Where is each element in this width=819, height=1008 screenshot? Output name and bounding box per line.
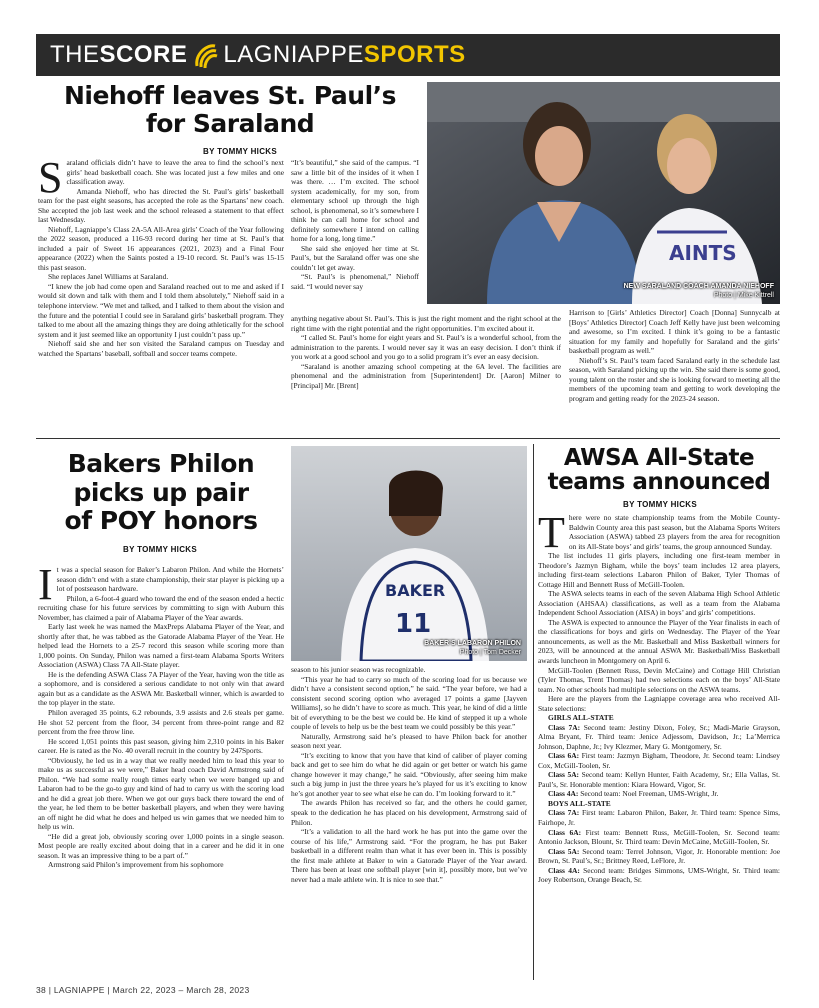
article3-headline <box>538 446 780 494</box>
paragraph: Niehoff’s St. Paul’s team faced Saraland early in the schedule last season, with Saraland picking up the win. She said there is some good, young talent on the roster and she is looking forward to meeting all the members of the upcoming team and getting to work developing the program and getting ready for the 2023-24 season. <box>569 355 780 403</box>
paragraph: He scored 1,051 points this past season, giving him 2,310 points in his Baker career. He is rated as the No. 40 overall recruit in the country by 247Sports. <box>38 736 284 756</box>
paragraph: “This year he had to carry so much of the scoring load for us because we didn’t have a consistent second option,” he said. “The year before, we had a consistent second scoring option who averaged 17 points a game [Jayven Williams], so he didn’t have to score as much. This year, he kind of did a little bit of everything to be the best we could be. He kind of stepped it up a whole couple of levels to help us be the best team we could possibly be this year.” <box>291 674 527 732</box>
paragraph: Philon averaged 35 points, 6.2 rebounds, 3.9 assists and 2.6 steals per game. He shot 52 percent from the floor, 34 percent from three-point range and 82 percent from the free throw line. <box>38 707 284 737</box>
paragraph: Niehoff, Lagniappe’s Class 2A-5A All-Area girls’ Coach of the Year following the 2022 season, produced a 116-93 record during her time at St. Paul’s that included a pair of Sweet 16 appearances (2021, 2023) and a Final Four appearance (2022) when the Saints posted a 19-10 record. St. Paul’s was 15-15 this past season. <box>38 224 284 272</box>
paragraph: t was a special season for Baker’s Labaron Philon. And while the Hornets’ season didn’t end with a state championship, their star player is picking up a lot of postseason hardware. <box>56 565 284 594</box>
paragraph <box>538 866 780 885</box>
paragraph-text: Second team: Bridges Simmons, UMS-Wright, Sr. Third team: Joey Robertson, Orange Beach, Sr. <box>538 865 780 885</box>
paragraph: araland officials didn’t have to leave the area to find the school’s next girls’ head basketball coach. She was located just a few miles and one classification away. <box>66 158 284 187</box>
paragraph: Philon, a 6-foot-4 guard who toward the end of the season ended a hectic recruiting chase for his future services by committing to sign with Auburn this November, has claimed a pair of Alabama Player of the Year awards. <box>38 593 284 622</box>
banner-lagniappe: LAGNIAPPE <box>223 41 364 68</box>
article1-column-1 <box>38 158 284 430</box>
paragraph-text: First team: Bennett Russ, McGill-Toolen, Sr. Second team: Antonio Jackson, Blount, Sr. Third team: Devin McCaine, McGill-Toolen, Sr. <box>538 827 780 847</box>
paragraph-text: Here are the players from the Lagniappe coverage area who received All-State selections: <box>538 694 780 713</box>
lagniappe-logo-icon <box>193 40 219 70</box>
paragraph <box>538 723 780 752</box>
paragraph: She replaces Janel Williams at Saraland. <box>48 272 169 282</box>
article1-column-2-bottom <box>291 314 561 432</box>
class-label: Class 7A: <box>548 808 580 818</box>
article1-col3-body <box>569 308 780 403</box>
paragraph: Early last week he was named the MaxPreps Alabama Player of the Year, and shortly after that, he was tabbed as the Gatorade Alabama Player of the Year. He helped lead the Hornets to a 25-7 record this season while scoring more than 1,000 points. On Sunday, Philon was named a first-team Alabama Sports Writers Association (ASWA) Class 7A All-State player. <box>38 622 284 670</box>
philon-photo-credit: Photo | Tom Decker <box>459 648 521 656</box>
paragraph: “It’s beautiful,” she said of the campus. “I saw a little bit of the insides of it when I was there. … I’m excited. The school system academically, for my son, from elementary school up through the high school, is phenomenal, so it’s somewhere I think he can call home for school and definitely somewhere I intend on calling home for a long, long time.” <box>291 158 419 244</box>
section-subhead: GIRLS ALL-STATE <box>548 713 614 723</box>
article2-headline-line1: Bakers Philon <box>67 449 255 478</box>
article1-col1-body <box>38 158 284 358</box>
article1-headline <box>40 82 420 137</box>
philon-photo-caption <box>424 640 521 657</box>
article2-dropcap: I <box>38 565 53 609</box>
paragraph <box>538 666 780 695</box>
class-label: Class 6A: <box>548 751 580 761</box>
paragraph: “It’s a validation to all the hard work he has put into the game over the course of his life,” Armstrong said. “For the program, he has put Baker basketball in a different realm than what it has ever been in. This is possibly the first male athlete at Baker to win a Gatorade Player of the Year award. There has been at least one softball player [win it], possibly more, but we’ve never had a male athlete win. It is nice to see that.” <box>291 827 527 884</box>
paragraph <box>538 694 780 713</box>
paragraph-text: The ASWA selects teams in each of the seven Alabama High School Athletic Association (AHSAA) classifications, as well as a team from the Alabama Independent School Association (AISA) in boys’ and girls’ competitions. <box>538 589 780 618</box>
article3-column <box>538 513 780 985</box>
paragraph: She said she enjoyed her time at St. Paul’s, but the Saraland offer was one she couldn’t let get away. <box>291 243 419 272</box>
paragraph: “I knew the job had come open and Saraland reached out to me and asked if I would sit down and talk with them and I told them absolutely,” Niehoff said in a telephone interview. “We met and talked, and I talked to them about the vision and the future and the potential I could see in Saraland girls’ basketball program. They talked to me about all the amazing things they are doing athletically for the school system and it just seemed like an opportunity I just couldn’t pass up.” <box>38 281 284 339</box>
paragraph-text: McGill-Toolen (Bennett Russ, Devin McCaine) and Cottage Hill Christian (Tyler Thomas, Trent Thomas) had two selections each on the boys’ All-State team. No other schools had multiple selections on the ASWA teams. <box>538 665 780 694</box>
section-subhead: BOYS ALL-STATE <box>548 798 611 808</box>
paragraph <box>538 808 780 827</box>
article2-headline-line3: of POY honors <box>64 506 258 535</box>
article2-headline-line2: picks up pair <box>73 477 249 507</box>
paragraph: “I called St. Paul’s home for eight years and St. Paul’s is a wonderful school, from the administration to the parents. I would never say it was an easy decision. I don’t think if you work at a good school and you go to a solid program it’s ever an easy decision. <box>291 333 561 362</box>
paragraph: “He did a great job, obviously scoring over 1,000 points in a single season. Most people are really excited about doing that in a career and he did it in one season. It was an impressive thing to be a part of.” <box>38 831 284 860</box>
paragraph: “Saraland is another amazing school competing at the 6A level. The facilities are phenomenal and the administration from [Superintendent] Dr. [Aaron] Milner to [Principal] Mr. [Brent] <box>291 361 561 390</box>
paragraph <box>538 789 780 799</box>
paragraph-text: The list includes 11 girls players, including one first-team member in Theodore’s Jazmyn Bigham, while the boys’ team includes 12 area players, including first-team selections Labaron Philon of Baker, Tyler Thomas of Cottage Hill and Bennett Russ of McGill-Toolen. <box>538 551 780 589</box>
class-label: Class 4A: <box>548 865 580 875</box>
class-label: Class 6A: <box>548 827 582 837</box>
niehoff-photo <box>427 82 780 304</box>
article3-headline-line1: AWSA All-State <box>563 445 755 471</box>
vertical-divider <box>533 444 534 980</box>
philon-photo-image <box>291 446 527 661</box>
paragraph <box>538 618 780 666</box>
philon-caption-text: BAKER’S LABARON PHILON <box>424 640 521 648</box>
paragraph-text: The ASWA is expected to announce the Player of the Year finalists in each of the classifications for boys and girls on Wednesday. The Player of the Year announcements, as well as the Mr. Basketball and Miss Basketball winners for 2023, will be announced at the annual ASWA Mr. Basketball/Miss Basketball awards luncheon in Montgomery on April 6. <box>538 617 780 665</box>
paragraph-text: Second team: Jestiny Dixon, Foley, Sr.; Madi-Marie Grayson, Alma Bryant, Fr. Third team: Jenice Adjessom, Davidson, Jr.; La’Merrica Johnson, Daphne, Jr.; Ivy Klezmer, Mary G. Montgomery, Sr. <box>538 722 780 751</box>
class-label: Class 5A: <box>548 846 580 856</box>
paragraph: “Obviously, he led us in a way that we really needed him to lead this year to make us as successful as we were,” Baker head coach David Armstrong said of Philon. “We had some really rough times early when we were banged up and Labaron had to be the go-to guy and kind of had to carry us with the scoring load and he did a great job there. When we got our guys back there toward the end of the year, he led them to be better basketball players, and when they were having an off night he did what he does and helped us win games that we needed him to help us win. <box>38 755 284 832</box>
niehoff-caption-text: NEW SARALAND COACH AMANDA NIEHOFF <box>623 283 774 291</box>
paragraph: He is the defending ASWA Class 7A Player of the Year, having won the title as a sophomore, and is considered a serious candidate to not only win that award again but as a candidate as the ASWA Mr. Basketball winner, which is awarded to the top player in the state. <box>38 669 284 708</box>
article2-headline <box>38 450 284 536</box>
paragraph: The awards Philon has received so far, and the others he could garner, speak to the dedication he has placed on his development, Armstrong said of Philon. <box>291 798 527 827</box>
paragraph: Armstrong said Philon’s improvement from his sophomore <box>48 860 224 870</box>
paragraph-text: Second team: Terrel Johnson, Vigor, Jr. Honorable mention: Joe Brown, St. Paul’s, Sr.; Brittney Reed, LeFlore, Jr. <box>538 846 780 866</box>
paragraph <box>538 751 780 770</box>
page-footer: 38 | LAGNIAPPE | March 22, 2023 – March 28, 2023 <box>36 985 250 995</box>
article1-column-2-top <box>291 158 419 314</box>
paragraph <box>538 847 780 866</box>
jersey-text: BAKER <box>385 581 446 600</box>
article2-col2-body <box>291 665 527 884</box>
article1-col2-bottom-body <box>291 314 561 390</box>
article1-headline-line1: Niehoff leaves St. Paul’s <box>63 81 397 110</box>
article3-dropcap: T <box>538 513 565 557</box>
paragraph: Naturally, Armstrong said he’s pleased to have Philon back for another season next year. <box>291 731 527 751</box>
paragraph: Niehoff said she and her son visited the Saraland campus on Tuesday and watched the Spartans’ baseball, softball and soccer teams compete. <box>38 339 284 358</box>
horizontal-divider <box>36 438 780 439</box>
banner-score: SCORE <box>99 41 188 68</box>
article2-col1-body <box>38 565 284 870</box>
niehoff-photo-credit: Photo | Mike Kittrell <box>713 291 774 299</box>
article2-column-1 <box>38 565 284 985</box>
article1-column-3 <box>569 308 780 432</box>
jersey-number: 11 <box>395 609 432 639</box>
article2-byline: BY TOMMY HICKS <box>123 545 197 554</box>
article3-byline: BY TOMMY HICKS <box>623 500 697 509</box>
article1-byline: BY TOMMY HICKS <box>203 147 277 156</box>
article3-body <box>538 513 780 885</box>
paragraph <box>538 589 780 618</box>
paragraph: season to his junior season was recognizable. <box>291 665 426 674</box>
class-label: Class 5A: <box>548 770 580 780</box>
paragraph <box>538 770 780 789</box>
paragraph <box>538 551 780 589</box>
banner-sports: SPORTS <box>363 41 466 68</box>
paragraph-text: First team: Labaron Philon, Baker, Jr. Third team: Spence Sims, Fairhope, Jr. <box>538 808 780 827</box>
paragraph: “It’s exciting to know that you have that kind of caliber of player coming back and get to see him do what he did again or get better or watch his game change however it may change,” he said. “Obviously, after seeing him make such a big jump in just the three years he’s played for us it’s exciting to know he’s got another year to see what else he can do. I’m looking forward to it.” <box>291 750 527 798</box>
article2-column-2 <box>291 665 527 985</box>
class-label: Class 4A: <box>548 789 579 799</box>
paragraph: anything negative about St. Paul’s. This is just the right moment and the right school at the right time with the right potential and the right opportunities. I’m excited about it. <box>291 314 561 333</box>
article1-headline-line2: for Saraland <box>145 108 315 138</box>
paragraph <box>538 513 780 557</box>
article1-col2-top-body <box>291 158 419 291</box>
paragraph-text: Second team: Noel Freeman, UMS-Wright, Jr. <box>578 789 719 799</box>
philon-photo <box>291 446 527 661</box>
paragraph-text: First team: Jazmyn Bigham, Theodore, Jr. Second team: Lindsey Cox, McGill-Toolen, Sr. <box>538 751 780 770</box>
paragraph: “St. Paul’s is phenomenal,” Niehoff said. “I would never say <box>291 272 419 291</box>
paragraph: Harrison to [Girls’ Athletics Director] Coach [Donna] Sunnycalb at [Boys’ Athletics Director] Coach Jeff Kelly have just been welcoming and awesome, so I’m excited. I think it’s going to be a fantastic situation for my family and hopefully for Saraland and the girls’ basketball program as well.” <box>569 308 780 356</box>
paragraph-text: Second team: Kellyn Hunter, Faith Academy, Sr.; Ella Vallas, St. Paul’s, Sr. Honorable mention: Kiara Howard, Vigor, Sr. <box>538 770 780 789</box>
banner-the: THE <box>50 41 100 68</box>
paragraph: Amanda Niehoff, who has directed the St. Paul’s girls’ basketball team for the past eight seasons, has accepted the role as the Spartans’ new coach. She accepted the job last week and the school released a statement to that effect last Wednesday. <box>38 186 284 225</box>
niehoff-photo-image <box>427 82 780 304</box>
svg-text:AINTS: AINTS <box>669 241 737 265</box>
class-label: Class 7A: <box>548 722 581 732</box>
article3-headline-line2: teams announced <box>547 469 771 496</box>
article1-dropcap: S <box>38 158 63 202</box>
paragraph <box>538 828 780 847</box>
paragraph-text: here were no state championship teams from the Mobile County-Baldwin County area this past season, but the Alabama Sports Writers Association (ASWA) tabbed 23 players from the area for recognition on its All-State boys’ and girls’ teams, the group announced Sunday. <box>568 513 780 551</box>
niehoff-photo-caption <box>624 283 774 300</box>
banner-the-score <box>50 41 187 69</box>
section-banner <box>36 34 780 76</box>
